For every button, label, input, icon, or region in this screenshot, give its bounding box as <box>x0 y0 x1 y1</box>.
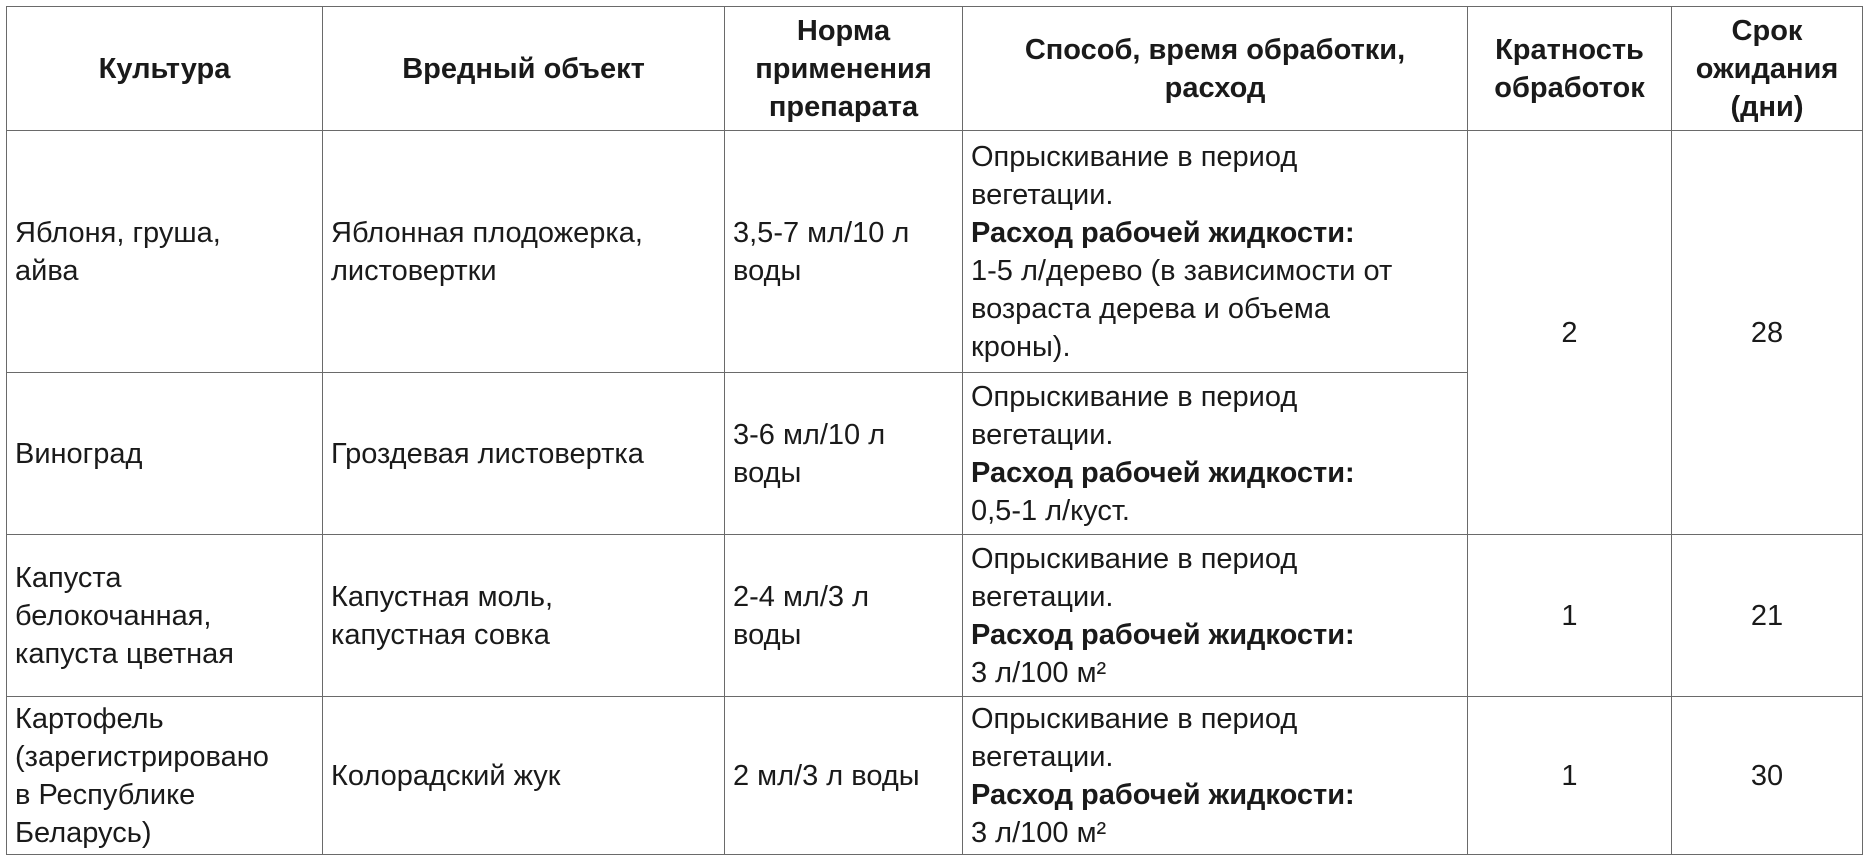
pesticide-application-table <box>6 6 1863 855</box>
header-pest: Вредный объект <box>323 7 725 131</box>
header-waiting: Срок ожидания (дни) <box>1672 7 1863 131</box>
pest-cell: Гроздевая листовертка <box>323 373 725 535</box>
multiplicity-cell: 1 <box>1468 535 1672 697</box>
rate-cell: 2-4 мл/3 л воды <box>725 535 963 697</box>
table-row <box>7 131 1863 373</box>
waiting-cell: 21 <box>1672 535 1863 697</box>
method-cell: Опрыскивание в период вегетации. Расход рабочей жидкости: 0,5-1 л/куст. <box>963 373 1468 535</box>
pest-cell: Колорадский жук <box>323 697 725 855</box>
rate-cell: 2 мл/3 л воды <box>725 697 963 855</box>
header-row <box>7 7 1863 131</box>
pest-cell: Яблонная плодожерка, листовертки <box>323 131 725 373</box>
table-row <box>7 697 1863 855</box>
method-cell: Опрыскивание в период вегетации. Расход рабочей жидкости: 3 л/100 м² <box>963 535 1468 697</box>
crop-cell: Капуста белокочанная, капуста цветная <box>7 535 323 697</box>
waiting-cell: 30 <box>1672 697 1863 855</box>
rate-cell: 3-6 мл/10 л воды <box>725 373 963 535</box>
header-crop: Культура <box>7 7 323 131</box>
method-cell: Опрыскивание в период вегетации. Расход рабочей жидкости: 1-5 л/дерево (в зависимости от возраста дерева и объема кроны). <box>963 131 1468 373</box>
method-cell: Опрыскивание в период вегетации. Расход рабочей жидкости: 3 л/100 м² <box>963 697 1468 855</box>
crop-cell: Картофель (зарегистрировано в Республике Беларусь) <box>7 697 323 855</box>
pest-cell: Капустная моль, капустная совка <box>323 535 725 697</box>
rate-cell: 3,5-7 мл/10 л воды <box>725 131 963 373</box>
header-rate: Норма применения препарата <box>725 7 963 131</box>
header-method: Способ, время обработки, расход <box>963 7 1468 131</box>
multiplicity-cell: 1 <box>1468 697 1672 855</box>
waiting-cell: 28 <box>1672 131 1863 535</box>
table-row <box>7 535 1863 697</box>
crop-cell: Яблоня, груша, айва <box>7 131 323 373</box>
crop-cell: Виноград <box>7 373 323 535</box>
multiplicity-cell: 2 <box>1468 131 1672 535</box>
header-multiplicity: Кратность обработок <box>1468 7 1672 131</box>
